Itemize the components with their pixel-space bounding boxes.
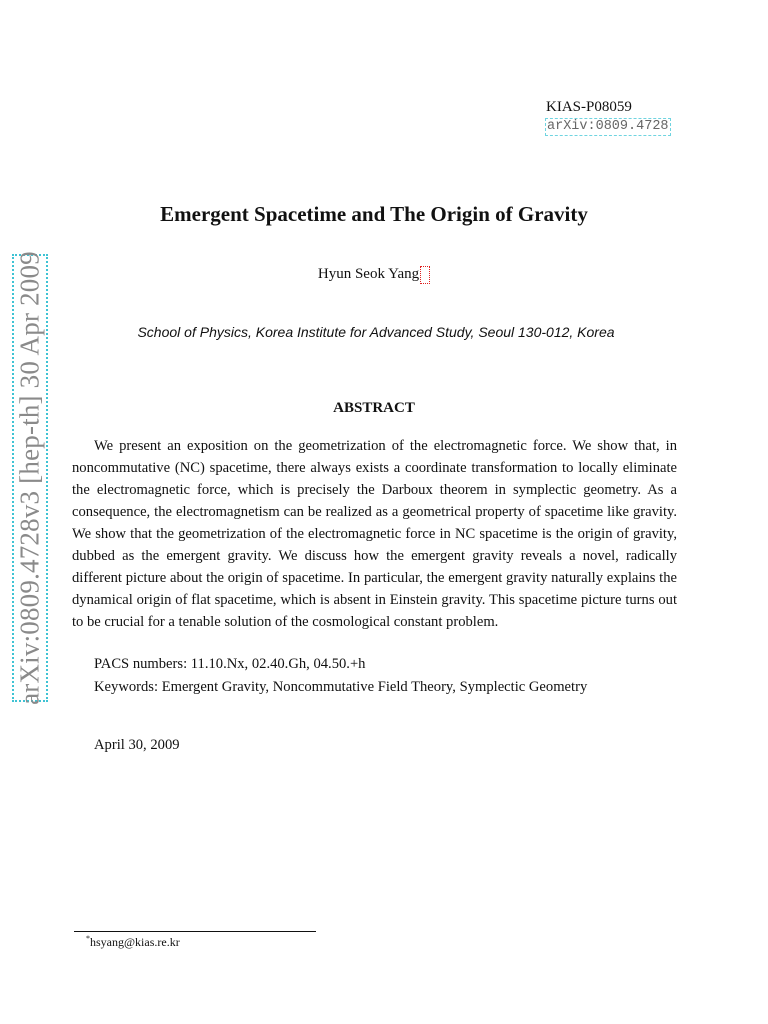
pacs-numbers: PACS numbers: 11.10.Nx, 02.40.Gh, 04.50.+h xyxy=(94,656,366,672)
footnote-divider xyxy=(74,931,316,932)
author-name: Hyun Seok Yang xyxy=(317,266,420,282)
footnote-marker: * xyxy=(86,934,90,943)
author-footnote-link[interactable] xyxy=(420,266,430,284)
arxiv-sidebar-stamp[interactable] xyxy=(12,251,48,705)
author-email: hsyang@kias.re.kr xyxy=(90,935,180,949)
affiliation: School of Physics, Korea Institute for Advanced Study, Seoul 130-012, Korea xyxy=(137,324,615,340)
abstract-text: We present an exposition on the geometrization of the electromagnetic force. We show that, in noncommutative (NC) spacetime, there always exists a coordinate transformation to locally eliminate the electromagnetic force, which is precisely the Darboux theorem in symplectic geometry. As a consequence, the electromagnetism can be realized as a geometrical property of spacetime like gravity. We show that the geometrization of the electromagnetic force in NC spacetime is the origin of gravity, dubbed as the emergent gravity. We discuss how the emergent gravity reveals a novel, radically different picture about the origin of spacetime. In particular, the emergent gravity naturally explains the dynamical origin of flat spacetime, which is absent in Einstein gravity. This spacetime picture turns out to be crucial for a tenable solution of the cosmological constant problem. xyxy=(72,438,677,630)
keywords: Keywords: Emergent Gravity, Noncommutative Field Theory, Symplectic Geometry xyxy=(94,679,588,695)
paper-title: Emergent Spacetime and The Origin of Gravity xyxy=(160,202,588,226)
author-line xyxy=(0,266,748,284)
abstract-heading: ABSTRACT xyxy=(333,400,415,416)
arxiv-stamp-text: arXiv:0809.4728v3 [hep-th] 30 Apr 2009 xyxy=(14,251,45,705)
footnote xyxy=(86,934,180,950)
report-number: KIAS-P08059 xyxy=(546,99,632,115)
arxiv-id-link[interactable]: arXiv:0809.4728 xyxy=(547,119,669,134)
paper-date: April 30, 2009 xyxy=(94,737,180,753)
